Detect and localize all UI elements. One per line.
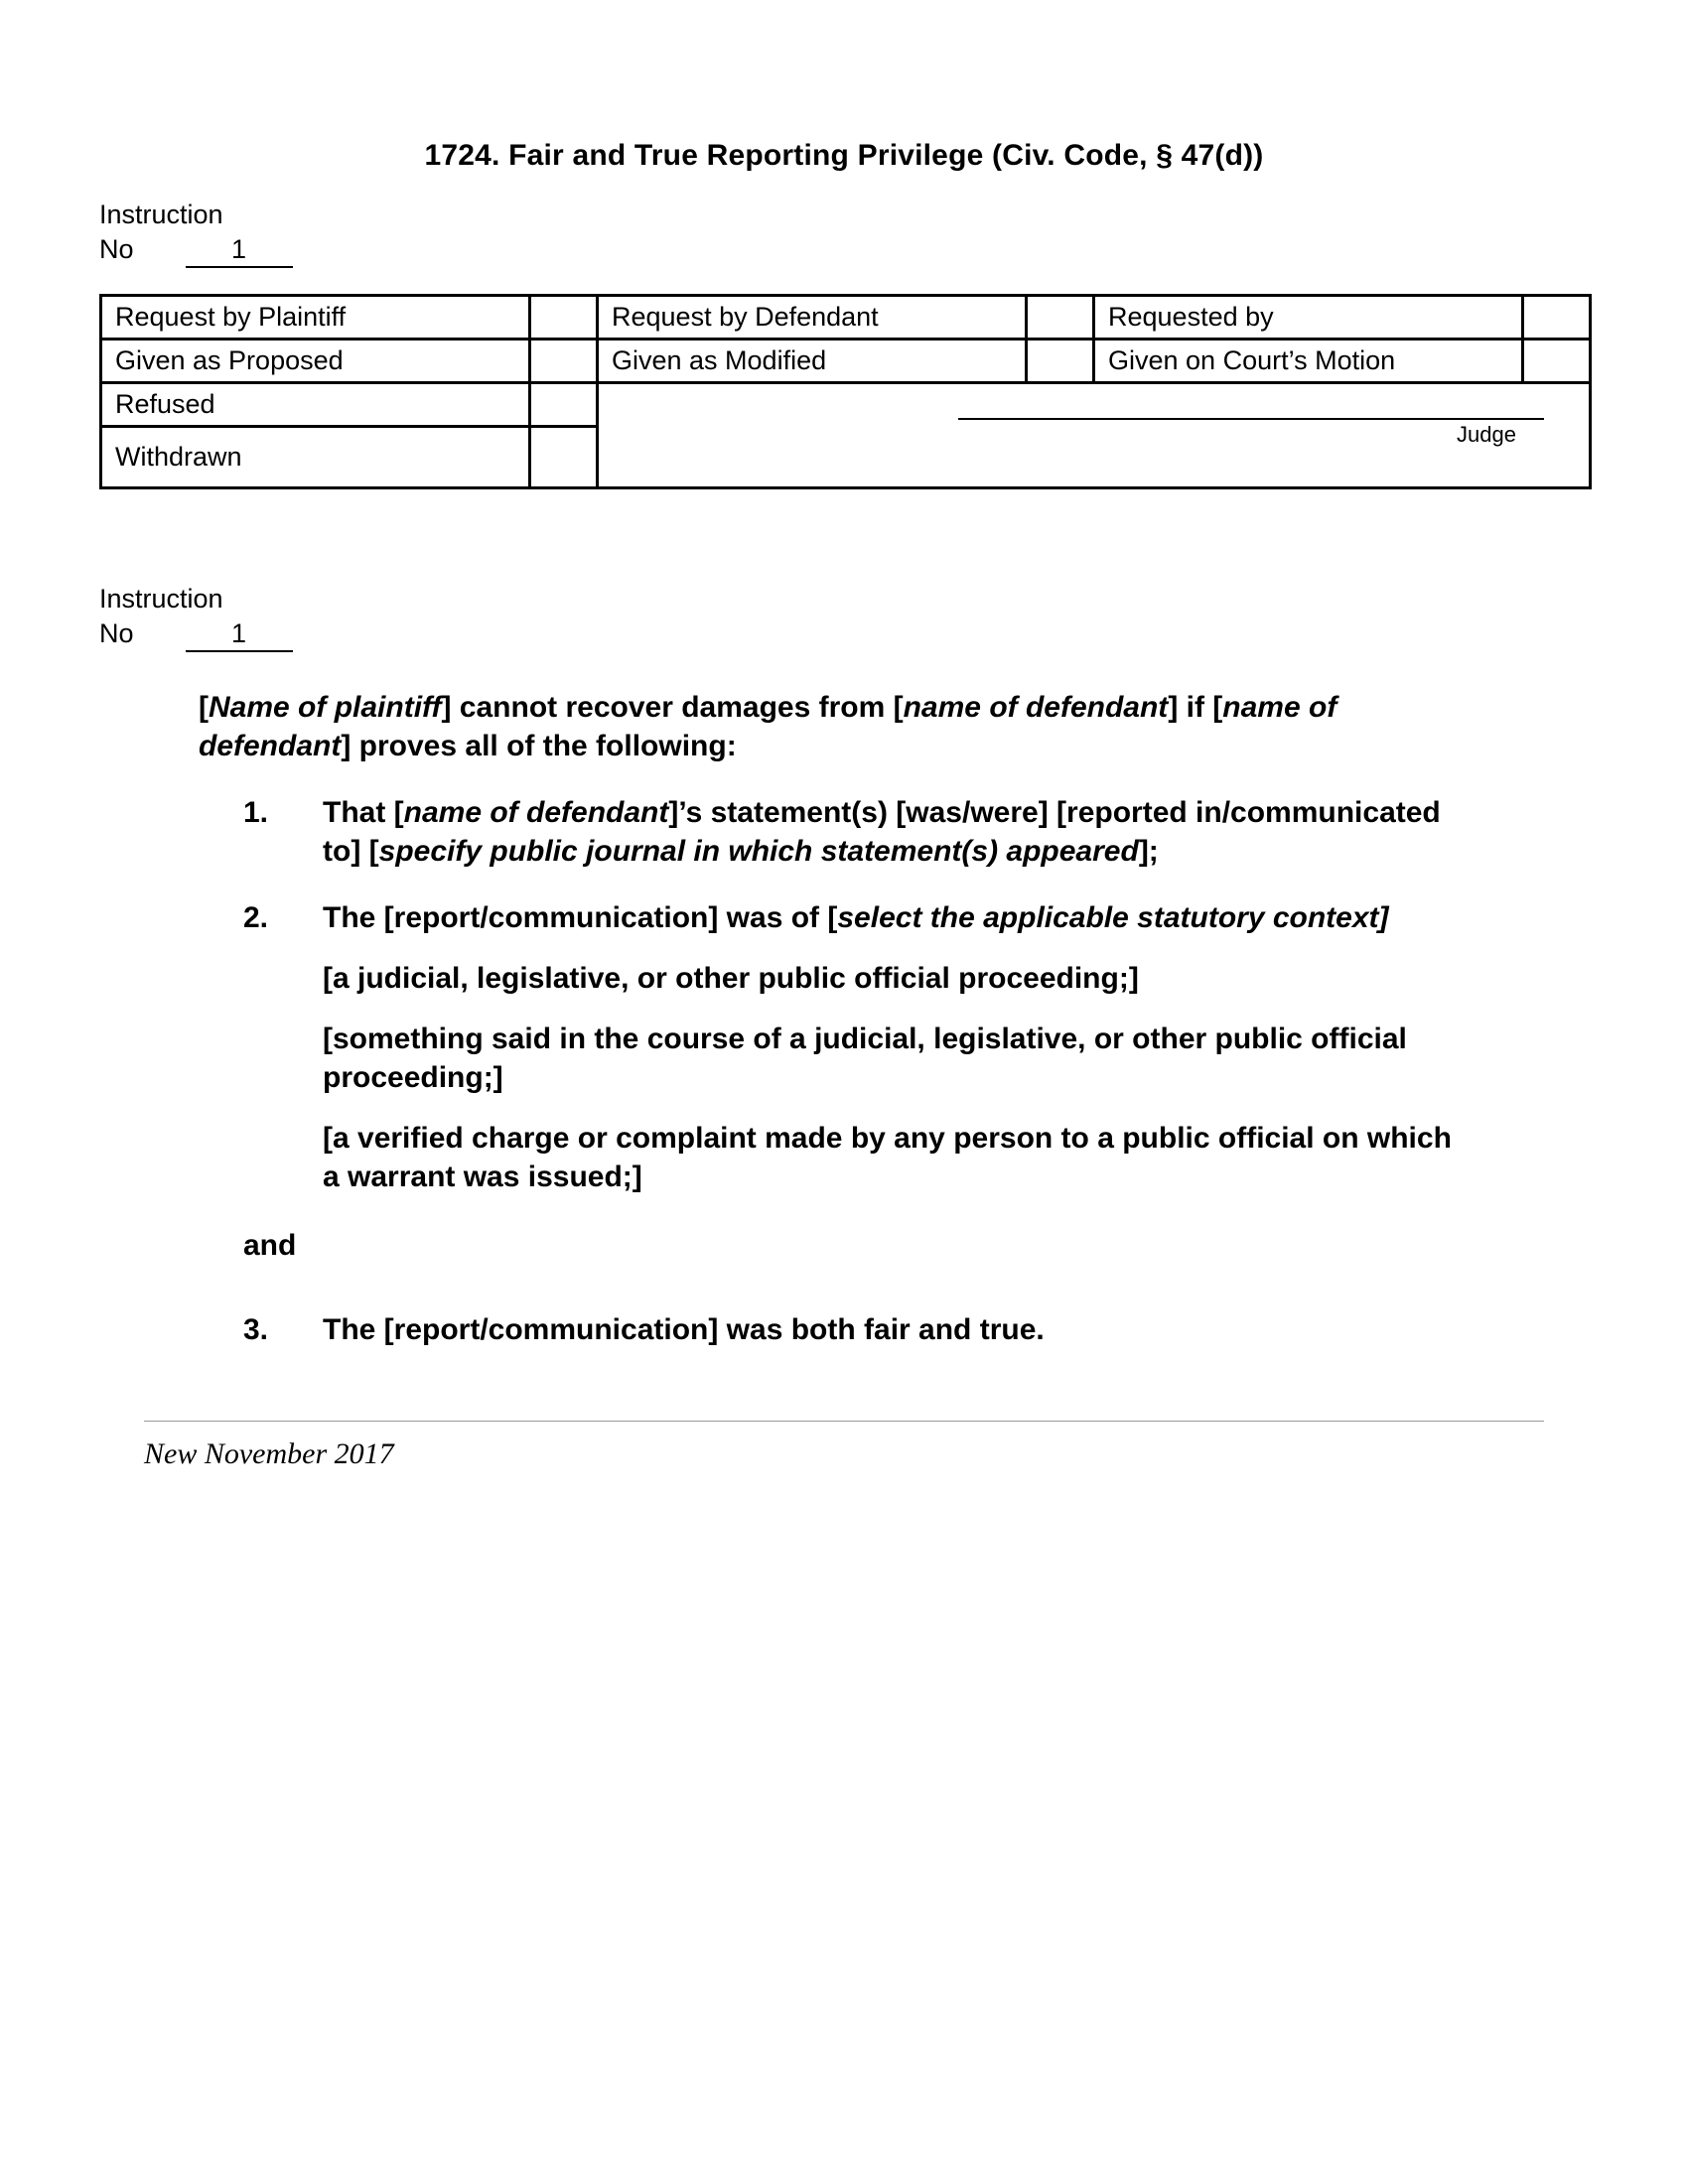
list-item-1 bbox=[243, 793, 1688, 871]
instruction-no-label: No bbox=[99, 618, 134, 648]
checkbox-request-by-defendant[interactable] bbox=[1027, 296, 1094, 340]
checkbox-refused[interactable] bbox=[530, 383, 598, 427]
cell-requested-by: Requested by bbox=[1094, 296, 1523, 340]
text-run: ]’s statement(s) [was/were] [reported in/communicated to] [ bbox=[323, 796, 1441, 868]
text-run: name of defendant bbox=[903, 691, 1169, 724]
table-row bbox=[101, 340, 1591, 383]
checkbox-request-by-plaintiff[interactable] bbox=[530, 296, 598, 340]
text-run: select the applicable statutory context] bbox=[837, 901, 1389, 934]
text-run: The [report/communication] was of [ bbox=[323, 901, 838, 934]
text-run: ] cannot recover damages from [ bbox=[441, 691, 904, 724]
instruction-label: Instruction bbox=[99, 584, 223, 614]
and-connector: and bbox=[243, 1229, 297, 1262]
instruction-block-1 bbox=[99, 199, 1688, 268]
instruction-number-blank[interactable]: 1 bbox=[186, 617, 293, 652]
approval-table bbox=[99, 294, 1592, 489]
text-run: name of defendant bbox=[403, 796, 669, 829]
text-run: specify public journal in which statement(s) appeared bbox=[378, 835, 1139, 868]
judge-label: Judge bbox=[1457, 421, 1516, 447]
table-row bbox=[101, 383, 1591, 427]
intro-paragraph bbox=[199, 688, 1435, 765]
judge-signature-line[interactable] bbox=[958, 418, 1544, 420]
item2-head bbox=[323, 898, 1455, 937]
footer-date: New November 2017 bbox=[144, 1437, 394, 1470]
checkbox-withdrawn[interactable] bbox=[530, 427, 598, 488]
instruction-block-2 bbox=[99, 583, 1688, 652]
statutory-option-3: [a verified charge or complaint made by any person to a public official on which a warrant was issued;] bbox=[323, 1122, 1452, 1193]
page-title: 1724. Fair and True Reporting Privilege (Civ. Code, § 47(d)) bbox=[424, 139, 1264, 172]
cell-request-by-defendant: Request by Defendant bbox=[598, 296, 1027, 340]
list-item-text bbox=[323, 898, 1455, 1196]
text-run: [ bbox=[199, 691, 209, 724]
table-row bbox=[101, 296, 1591, 340]
instruction-number-blank[interactable]: 1 bbox=[186, 233, 293, 268]
footer-divider bbox=[144, 1421, 1544, 1422]
cell-refused: Refused bbox=[101, 383, 530, 427]
text-run: ] if [ bbox=[1168, 691, 1223, 724]
judge-signature-cell bbox=[598, 383, 1591, 488]
list-number: 3. bbox=[243, 1313, 269, 1346]
cell-request-by-plaintiff: Request by Plaintiff bbox=[101, 296, 530, 340]
cell-given-on-courts-motion: Given on Court’s Motion bbox=[1094, 340, 1523, 383]
list-item-text bbox=[323, 793, 1455, 871]
text-run: name of defendant bbox=[199, 691, 1337, 762]
list-item-2 bbox=[243, 898, 1688, 1196]
statutory-option-1: [a judicial, legislative, or other public official proceeding;] bbox=[323, 962, 1139, 995]
checkbox-given-on-courts-motion[interactable] bbox=[1523, 340, 1591, 383]
instruction-label: Instruction bbox=[99, 200, 223, 229]
text-run: Name of plaintiff bbox=[209, 691, 442, 724]
text-run: That [ bbox=[323, 796, 404, 829]
cell-given-as-proposed: Given as Proposed bbox=[101, 340, 530, 383]
list-number: 1. bbox=[243, 796, 269, 829]
checkbox-given-as-modified[interactable] bbox=[1027, 340, 1094, 383]
cell-given-as-modified: Given as Modified bbox=[598, 340, 1027, 383]
text-run: ]; bbox=[1138, 835, 1159, 868]
checkbox-given-as-proposed[interactable] bbox=[530, 340, 598, 383]
text-run: ] proves all of the following: bbox=[341, 730, 737, 762]
cell-withdrawn: Withdrawn bbox=[101, 427, 530, 488]
list-number: 2. bbox=[243, 901, 269, 934]
instruction-body bbox=[0, 688, 1688, 1349]
list-item-text: The [report/communication] was both fair and true. bbox=[323, 1313, 1045, 1346]
instruction-no-label: No bbox=[99, 234, 134, 264]
checkbox-requested-by[interactable] bbox=[1523, 296, 1591, 340]
statutory-option-2: [something said in the course of a judicial, legislative, or other public official proceeding;] bbox=[323, 1023, 1407, 1094]
list-item-3 bbox=[243, 1310, 1688, 1349]
